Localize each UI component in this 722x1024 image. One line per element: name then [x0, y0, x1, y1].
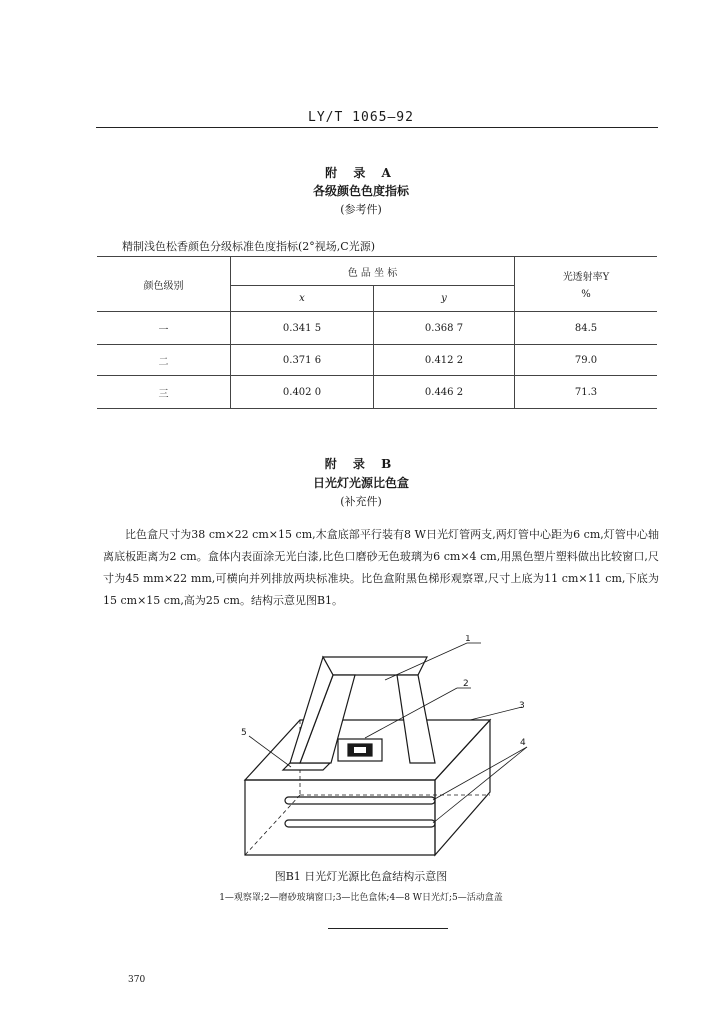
- cell-x: 0.402 0: [231, 376, 374, 409]
- box-side-face: [435, 720, 490, 855]
- appendix-b-subtitle: 日光灯光源比色盒: [312, 476, 409, 490]
- table-caption: 精制浅色松香颜色分级标准色度指标(2°视场,C光源): [122, 240, 375, 253]
- cell-grade: 三: [97, 376, 231, 409]
- label-3: 3: [519, 701, 525, 711]
- cell-transmittance: 71.3: [515, 376, 658, 409]
- appendix-a-note: (参考件): [340, 203, 382, 216]
- label-5: 5: [241, 728, 247, 738]
- cell-grade: 二: [97, 345, 231, 376]
- figure-caption: 图B1 日光灯光源比色盒结构示意图: [274, 870, 448, 883]
- glass-window: [338, 739, 382, 761]
- cell-y: 0.368 7: [374, 312, 515, 345]
- table-row: [97, 312, 657, 345]
- cell-transmittance: 84.5: [515, 312, 658, 345]
- table-row: [97, 345, 657, 376]
- header-coords: 色 品 坐 标: [231, 257, 515, 286]
- standard-number: LY/T 1065—92: [308, 110, 414, 125]
- page-number: 370: [128, 975, 146, 985]
- cell-x: 0.371 6: [231, 345, 374, 376]
- header-transmittance-label: 光透射率Y: [562, 272, 610, 283]
- cell-y: 0.446 2: [374, 376, 515, 409]
- header-grade: 颜色级别: [97, 257, 231, 312]
- header-rule: [96, 127, 658, 128]
- label-1: 1: [465, 635, 471, 644]
- figure-legend: 1—观察罩;2—磨砂玻璃窗口;3—比色盒体;4—8 W日光灯;5—活动盒盖: [219, 893, 503, 903]
- header-y: y: [374, 286, 515, 312]
- color-box-diagram: [235, 635, 535, 860]
- cell-transmittance: 79.0: [515, 345, 658, 376]
- appendix-a-subtitle: 各级颜色色度指标: [312, 184, 409, 198]
- body-paragraph: 比色盒尺寸为38 cm×22 cm×15 cm,木盒底部平行装有8 W日光灯管两支,两灯管中心距为6 cm,灯管中心轴离底板距离为2 cm。盒体内表面涂无光白漆,比色口磨砂无色玻璃为6 cm×4 cm,用黑色塑片塑料做出比较窗口,尺寸为45 mm×22 mm,可横向并列排放两块标准块。比色盒附黑色梯形观察罩,尺寸上底为11 cm×11 cm,下底为15 cm×15 cm,高为25 cm。结构示意见图B1。: [103, 528, 659, 607]
- header-unit: %: [581, 289, 591, 300]
- label-4: 4: [520, 738, 526, 748]
- header-x: x: [231, 286, 374, 312]
- footer-rule: [328, 928, 448, 929]
- appendix-b-title: 附 录 B: [324, 457, 398, 471]
- appendix-b-note: (补充件): [340, 495, 382, 508]
- cell-y: 0.412 2: [374, 345, 515, 376]
- chromaticity-table: [97, 256, 657, 409]
- label-2: 2: [463, 679, 469, 689]
- table-row: [97, 376, 657, 409]
- fluorescent-tubes: [285, 797, 435, 827]
- cell-x: 0.341 5: [231, 312, 374, 345]
- cell-grade: 一: [97, 312, 231, 345]
- header-transmittance: [515, 257, 658, 312]
- box-front-face: [245, 780, 435, 855]
- appendix-a-title: 附 录 A: [325, 166, 397, 180]
